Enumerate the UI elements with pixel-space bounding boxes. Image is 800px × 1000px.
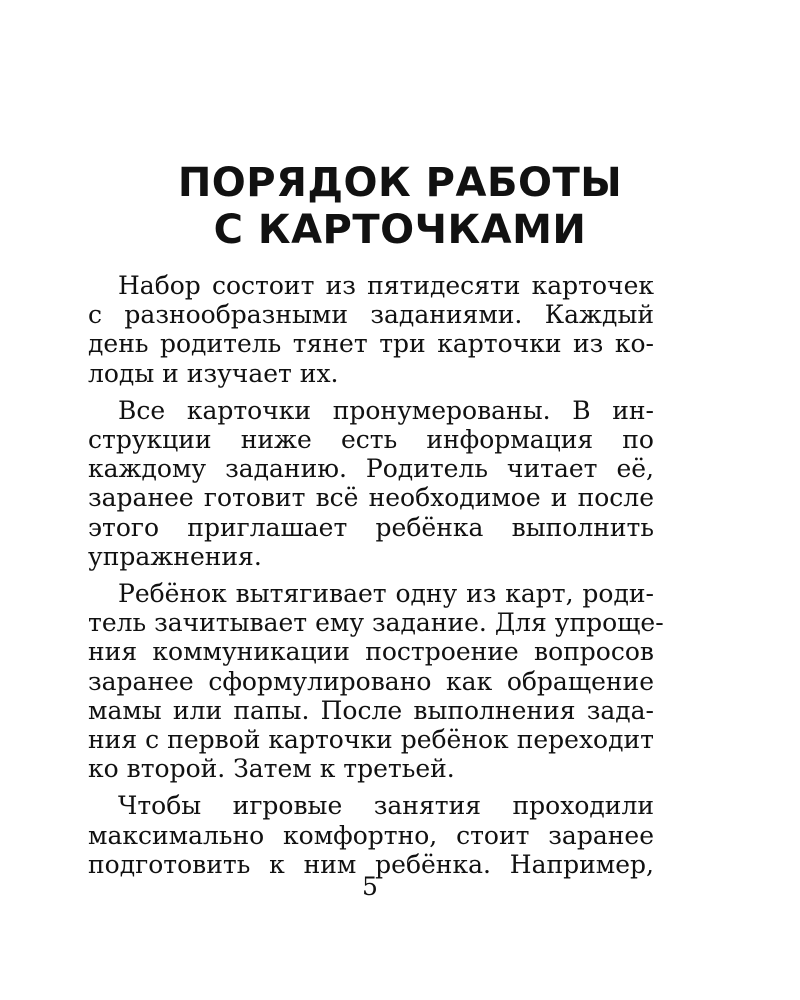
- page-title: [0, 160, 800, 254]
- text-line: струкции ниже есть информация по: [88, 425, 654, 455]
- paragraph-4: [88, 791, 654, 879]
- text-line: заранее сформулировано как обращение: [88, 666, 654, 696]
- text-line: день родитель тянет три карточки из ко-: [88, 329, 654, 359]
- body-text: [88, 271, 664, 887]
- paragraph-2: [88, 396, 654, 571]
- text-line: мамы или папы. После выполнения зада-: [88, 695, 654, 725]
- text-line: ния с первой карточки ребёнок переходит: [88, 725, 654, 755]
- text-line: Набор состоит из пятидесяти карточек: [118, 271, 654, 300]
- title-line-1: ПОРЯДОК РАБОТЫ: [177, 160, 623, 206]
- paragraph-3: [88, 579, 664, 784]
- text-line: с разнообразными заданиями. Каждый: [88, 300, 654, 330]
- text-line: лоды и изучает их.: [88, 358, 339, 388]
- page-number: 5: [362, 872, 378, 901]
- text-line: ния коммуникации построение вопросов: [88, 637, 654, 667]
- paragraph-1: [88, 271, 654, 388]
- text-line: подготовить к ним ребёнка. Например,: [88, 849, 654, 879]
- text-line: тель зачитывает ему задание. Для упроще-: [88, 608, 664, 638]
- text-line: максимально комфортно, стоит заранее: [88, 820, 654, 850]
- text-line: ко второй. Затем к третьей.: [88, 754, 455, 784]
- text-line: каждому заданию. Родитель читает её,: [88, 454, 654, 484]
- text-line: Все карточки пронумерованы. В ин-: [118, 395, 654, 425]
- text-line: Ребёнок вытягивает одну из карт, роди-: [118, 579, 654, 609]
- text-line: этого приглашает ребёнка выполнить: [88, 512, 654, 542]
- title-line-2: С КАРТОЧКАМИ: [213, 207, 587, 253]
- text-line: Чтобы игровые занятия проходили: [118, 791, 654, 821]
- text-line: упражнения.: [88, 541, 262, 571]
- text-line: заранее готовит всё необходимое и после: [88, 483, 654, 513]
